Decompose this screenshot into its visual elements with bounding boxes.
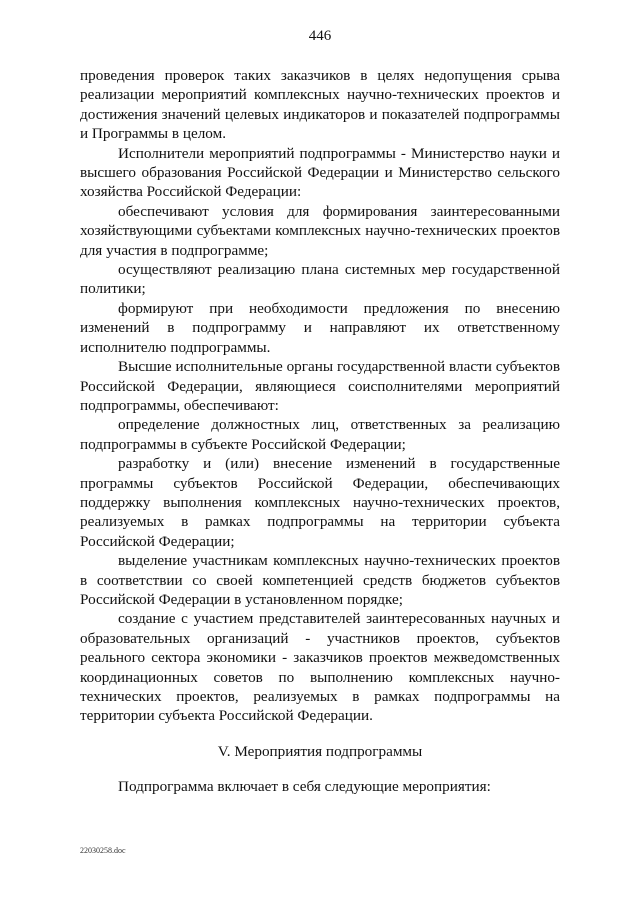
body-paragraph: формируют при необходимости предложения по внесению изменений в подпрограмму и направляют их ответственному исполнителю подпрограммы. xyxy=(80,299,560,356)
closing-paragraph: Подпрограмма включает в себя следующие мероприятия: xyxy=(118,778,491,796)
section-heading: V. Мероприятия подпрограммы xyxy=(217,742,423,760)
body-paragraph: создание с участием представителей заинтересованных научных и образовательных организаций - участников проектов, субъектов реального сектора экономики - заказчиков проектов межведомственных координационных советов по выполнению комплексных научно-технических проектов, реализуемых в рамках подпрограммы на территории субъекта Российской Федерации. xyxy=(80,610,560,725)
body-paragraph: обеспечивают условия для формирования заинтересованными хозяйствующими субъектами комплексных научно-технических проектов для участия в подпрограмме; xyxy=(80,202,560,259)
body-paragraph: проведения проверок таких заказчиков в целях недопущения срыва реализации мероприятий комплексных научно-технических проектов и достижения значений целевых индикаторов и показателей подпрограммы и Программы в целом. xyxy=(80,67,560,143)
footer-file-code: 22030258.doc xyxy=(80,846,126,855)
body-paragraph: разработку и (или) внесение изменений в государственные программы субъектов Российской Федерации, обеспечивающих поддержку выполнения комплексных научно-технических проектов, реализуемых в рамках подпрограммы на территории субъекта Российской Федерации; xyxy=(80,455,560,550)
document-body xyxy=(80,66,560,797)
body-paragraph: осуществляют реализацию плана системных мер государственной политики; xyxy=(80,261,560,298)
page-number: 446 xyxy=(308,28,332,44)
body-paragraph: определение должностных лиц, ответственных за реализацию подпрограммы в субъекте Российской Федерации; xyxy=(80,416,560,453)
body-paragraph: Высшие исполнительные органы государственной власти субъектов Российской Федерации, являющиеся соисполнителями мероприятий подпрограммы, обеспечивают: xyxy=(80,358,560,414)
body-paragraph: выделение участникам комплексных научно-технических проектов в соответствии со своей компетенцией средств бюджетов субъектов Российской Федерации в установленном порядке; xyxy=(80,552,560,608)
body-paragraph: Исполнители мероприятий подпрограммы - Министерство науки и высшего образования Российской Федерации и Министерство сельского хозяйства Российской Федерации: xyxy=(80,144,560,201)
